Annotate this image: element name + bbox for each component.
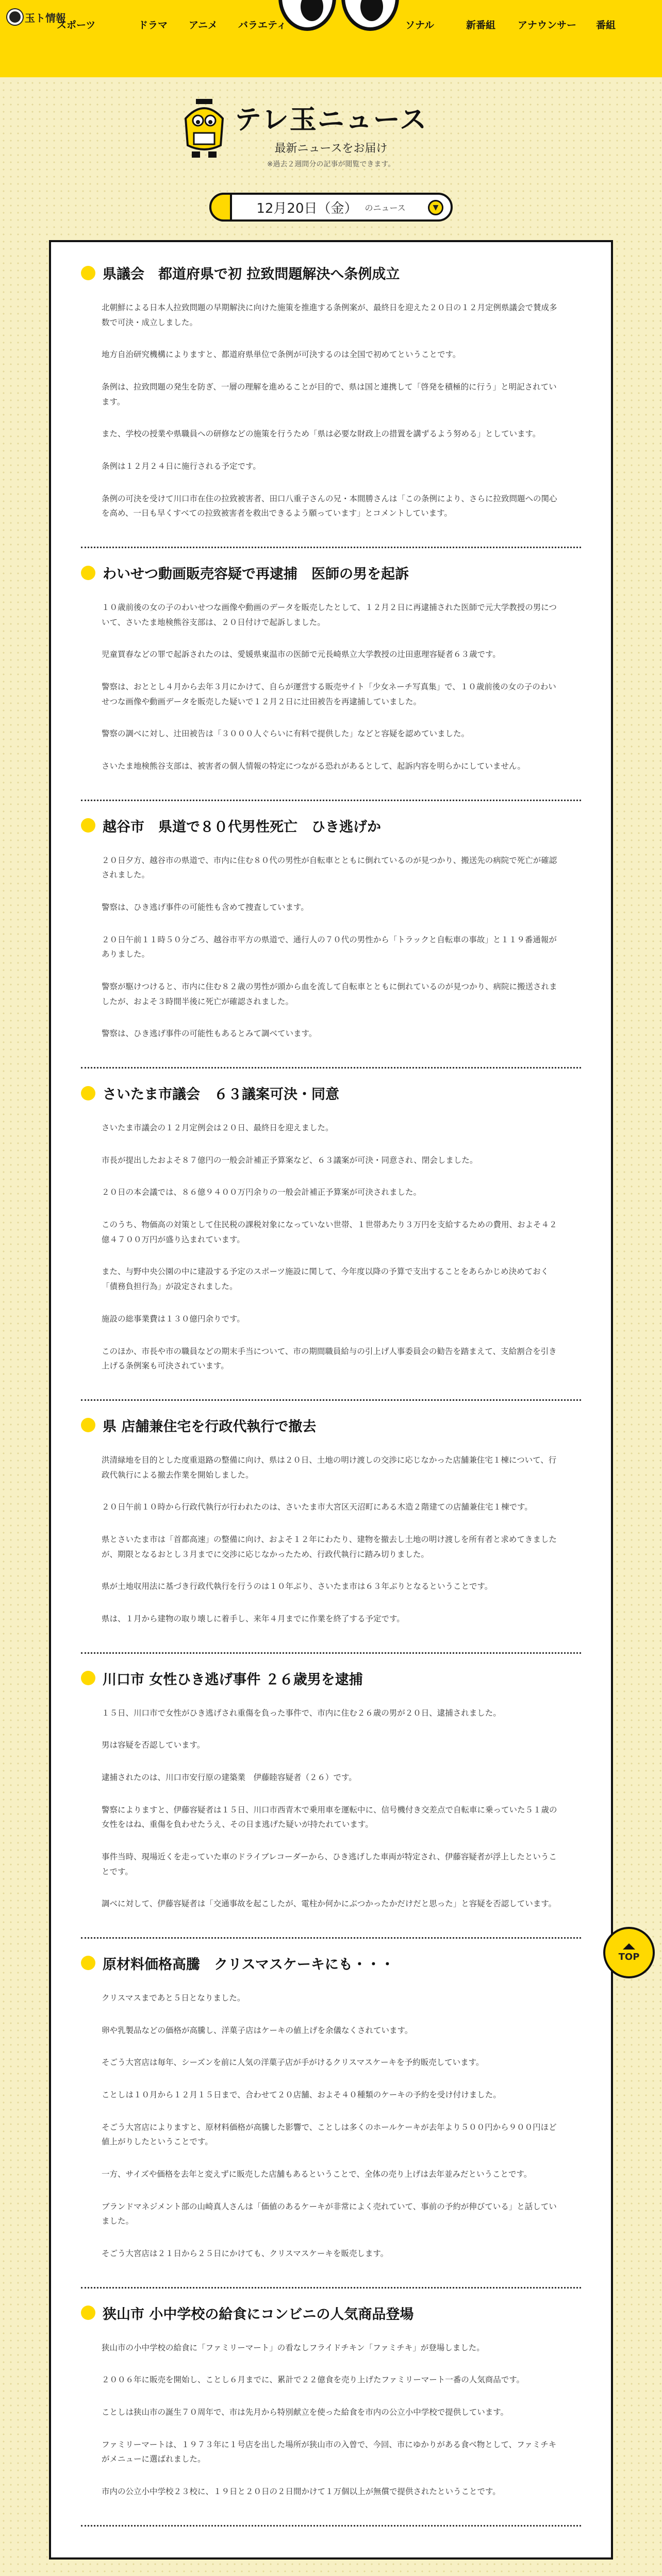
- date-suffix: のニュース: [365, 202, 406, 213]
- news-article: [81, 1401, 581, 1654]
- article-header: [81, 1953, 581, 1973]
- article-paragraph: 警察は、ひき逃げ事件の可能性も含めて捜査しています。: [102, 903, 309, 912]
- article-paragraph: １０歳前後の女の子のわいせつな画像や動画のデータを販売したとして、１２月２日に再逮捕された医師で元大学教授の男について、さいたま地検熊谷支部は、２０日付けで起訴しました。: [102, 603, 557, 627]
- news-list: [49, 240, 613, 2560]
- article-header: [81, 1083, 581, 1103]
- article-paragraph: 警察は、ひき逃げ事件の可能性もあるとみて調べています。: [102, 1029, 317, 1039]
- article-paragraph: さいたま市議会の１２月定例会は２０日、最終日を迎えました。: [102, 1123, 334, 1133]
- article-paragraph: さいたま地検熊谷支部は、被害者の個人情報の特定につながる恐れがあるとして、起訴内容を明らかにしていません。: [102, 761, 525, 771]
- date-label: 12月20日（金）: [256, 200, 358, 216]
- article-paragraph: 地方自治研究機構によりますと、都道府県単位で条例が可決するのは全国で初めてということです。: [102, 350, 461, 360]
- article-title: 越谷市 県道で８０代男性死亡 ひき逃げか: [103, 819, 381, 835]
- bullet-icon: [81, 1086, 95, 1100]
- article-paragraph: 北朝鮮による日本人拉致問題の早期解決に向けた施策を推進する条例案が、最終日を迎えた２０日の１２月定例県議会で賛成多数で可決・成立しました。: [102, 303, 557, 327]
- back-to-top-button[interactable]: [603, 1927, 655, 1978]
- nav-item-sports[interactable]: スポーツ: [57, 20, 96, 31]
- article-paragraph: 警察の調べに対し、辻田被告は「３０００人ぐらいに有料で提供した」などと容疑を認めていました。: [102, 729, 470, 739]
- page-title: テレ玉ニュース: [234, 105, 428, 135]
- arrow-up-icon: [623, 1943, 635, 1950]
- article-paragraph: 条例は、拉致問題の発生を防ぎ、一層の理解を進めることが目的で、県は国と連携して「啓発を積極的に行う」と明記されています。: [102, 382, 557, 406]
- news-article: [81, 1654, 581, 1939]
- article-title: 狭山市 小中学校の給食にコンビニの人気商品登場: [103, 2306, 414, 2323]
- article-paragraph: ことしは１０月から１２月１５日まで、合わせて２０店舗、およそ４０種類のケーキの予約を受け付けました。: [102, 2090, 501, 2099]
- article-paragraph: また、学校の授業や県職員への研修などの施策を行うため「県は必要な財政上の措置を講ずるよう努める」としています。: [102, 429, 541, 439]
- nav-item-announcer[interactable]: アナウンサー: [518, 20, 577, 31]
- news-article: [81, 548, 581, 801]
- article-paragraph: 事件当時、現場近くを走っていた車のドライブレコーダーから、ひき逃げした車両が特定され、伊藤容疑者が浮上したということです。: [102, 1852, 557, 1876]
- page-subtitle: 最新ニュースをお届け: [274, 142, 388, 155]
- article-paragraph: 警察は、おととし４月から去年３月にかけて、自らが運営する販売サイト「少女ネーチ写真集」で、１０歳前後の女の子のわいせつな画像や動画データを販売した疑いで１２月２日に辻田被告を再逮捕していました。: [102, 682, 556, 706]
- article-paragraph: 施設の総事業費は１３０億円余りです。: [102, 1314, 245, 1324]
- article-paragraph: また、与野中央公園の中に建設する予定のスポーツ施設に関して、今年度以降の予算で支出することをあらかじめ決めておく「債務負担行為」が設定されました。: [102, 1267, 549, 1292]
- article-paragraph: 洪清緑地を目的とした度重退路の整備に向け、県は２０日、土地の明け渡しの交渉に応じなかった店舗兼住宅１棟について、行政代執行による撤去作業を開始しました。: [102, 1455, 557, 1480]
- article-title: 川口市 女性ひき逃げ事件 ２６歳男を逮捕: [103, 1671, 363, 1688]
- article-paragraph: クリスマスまであと５日となりました。: [102, 1993, 245, 2003]
- article-title: わいせつ動画販売容疑で再逮捕 医師の男を起訴: [103, 566, 409, 583]
- news-article: [81, 263, 581, 548]
- site-header: [0, 0, 662, 77]
- article-paragraph: 警察によりますと、伊藤容疑者は１５日、川口市西青木で乗用車を運転中に、信号機付き交差点で自転車に乗っていた５１歳の女性をはね、重傷を負わせたうえ、その日ま逃げた疑いが持たれています。: [102, 1805, 557, 1829]
- article-paragraph: 狭山市の小中学校の給食に「ファミリーマート」の看なしフライドチキン「ファミチキ」が登場しました。: [102, 2343, 485, 2352]
- mascot-eyes-icon: [278, 0, 402, 41]
- article-paragraph: このほか、市長や市の職員などの期末手当について、市の期間職員給与の引上げ人事委員会の勧告を踏まえて、支給割合を引き上げる条例案も可決されています。: [102, 1346, 557, 1371]
- nav-item-anime[interactable]: アニメ: [189, 20, 218, 31]
- chevron-down-icon[interactable]: ▼: [428, 200, 443, 215]
- bullet-icon: [81, 818, 95, 833]
- article-paragraph: そごう大宮店は２１日から２５日にかけても、クリスマスケーキを販売します。: [102, 2248, 389, 2258]
- date-selector[interactable]: [209, 193, 453, 222]
- nav-item-variety[interactable]: バラエティ: [238, 20, 287, 31]
- news-article: [81, 2289, 581, 2527]
- article-paragraph: ２０日の本会議では、８６億９４００万円余りの一般会計補正予算案が可決されました。: [102, 1188, 422, 1197]
- article-paragraph: 県は、１月から建物の取り壊しに着手し、来年４月までに作業を終了する予定です。: [102, 1614, 405, 1623]
- article-paragraph: 県とさいたま市は「首都高速」の整備に向け、およそ１２年にわたり、建物を撤去し土地の明け渡しを所有者と求めてきましたが、期限となるおとし３月までに交渉に応じなかったため、行政代執行に踏み切りました。: [102, 1534, 557, 1559]
- article-paragraph: 調べに対して、伊藤容疑者は「交通事故を起こしたが、電柱か何かにぶつかったかだけだと思った」と容疑を否認しています。: [102, 1899, 556, 1909]
- article-header: [81, 1668, 581, 1688]
- nav-item-drama[interactable]: ドラマ: [138, 20, 168, 31]
- nav-item-personality[interactable]: ソナル: [405, 20, 435, 31]
- article-paragraph: そごう大宮店によりますと、原材料価格が高騰した影響で、ことしは多くのホールケーキが去年より５００円から９００円ほど値上がりしたということです。: [102, 2122, 557, 2147]
- article-paragraph: ２００６年に販売を開始し、ことし６月までに、累計で２２億食を売り上げたファミリーマート一番の人気商品です。: [102, 2375, 524, 2385]
- bullet-icon: [81, 1671, 95, 1685]
- article-paragraph: 逮捕されたのは、川口市安行原の建築業 伊藤睦容疑者（２６）です。: [102, 1772, 357, 1782]
- archive-note: ※過去２週間分の記事が閲覧できます。: [267, 160, 395, 168]
- news-article: [81, 1939, 581, 2289]
- page-heading: [0, 77, 662, 222]
- article-paragraph: 警察が駆けつけると、市内に住む８２歳の男性が頭から血を流して自転車とともに倒れているのが見つかり、病院に搬送されましたが、およそ３時間半後に死亡が確認されました。: [102, 982, 557, 1006]
- article-header: [81, 1415, 581, 1435]
- bullet-icon: [81, 2306, 95, 2320]
- article-header: [81, 563, 581, 583]
- article-paragraph: 市内の公立小中学校２３校に、１９日と２０日の２日間かけて１万個以上が無償で提供されたということです。: [102, 2487, 501, 2496]
- article-paragraph: 男は容疑を否認しています。: [102, 1740, 205, 1750]
- nav-item-new-programs[interactable]: 新番組: [466, 20, 496, 31]
- article-paragraph: このうち、物価高の対策として住民税の課税対象になっていない世帯、１世帯あたり３万円を支給するための費用、およそ４２億４７００万円が盛り込まれています。: [102, 1220, 557, 1244]
- article-paragraph: 市長が提出したおよそ８７億円の一般会計補正予算案など、６３議案が可決・同意され、閉会しました。: [102, 1155, 478, 1165]
- article-paragraph: ２０日午前１１時５０分ごろ、越谷市平方の県道で、通行人の７０代の男性から「トラックと自転車の事故」と１１９番通報がありました。: [102, 935, 557, 959]
- article-paragraph: ことしは狭山市の誕生７０周年で、市は先月から特別献立を使った給食を市内の公立小中学校で提供しています。: [102, 2407, 508, 2417]
- article-paragraph: そごう大宮店は毎年、シーズンを前に人気の洋菓子店が手がけるクリスマスケーキを予約販売しています。: [102, 2058, 484, 2067]
- article-paragraph: 条例の可決を受けて川口市在住の拉致被害者、田口八重子さんの兄・本間勝さんは「この条例により、さらに拉致問題への関心を高め、一日も早くすべての拉致被害者を救出できるよう願っています」とコメントしています。: [102, 494, 557, 518]
- pencil-icon: [209, 193, 232, 222]
- bullet-icon: [81, 566, 95, 580]
- article-paragraph: 一方、サイズや価格を去年と変えずに販売した店舗もあるということで、全体の売り上げは去年並みだということです。: [102, 2169, 532, 2179]
- article-paragraph: ２０日夕方、越谷市の県道で、市内に住む８０代の男性が自転車とともに倒れているのが見つかり、搬送先の病院で死亡が確認されました。: [102, 855, 557, 880]
- article-paragraph: ２０日午前１０時から行政代執行が行われたのは、さいたま市大宮区天沼町にある木造２階建ての店舗兼住宅１棟です。: [102, 1502, 533, 1512]
- article-title: さいたま市議会 ６３議案可決・同意: [103, 1087, 339, 1103]
- news-article: [81, 1069, 581, 1401]
- bullet-icon: [81, 1956, 95, 1970]
- article-paragraph: 条例は１２月２４日に施行される予定です。: [102, 462, 261, 471]
- article-title: 原材料価格高騰 クリスマスケーキにも・・・: [103, 1956, 394, 1973]
- back-to-top-label: TOP: [618, 1951, 640, 1962]
- article-title: 県議会 都道府県で初 拉致問題解決へ条例成立: [103, 266, 400, 282]
- article-paragraph: ブランドマネジメント部の山崎真人さんは「価値のあるケーキが非常によく売れていて、事前の予約が伸びている」と話していました。: [102, 2201, 557, 2226]
- bullet-icon: [81, 1418, 95, 1432]
- logo-text: 玉ト情報: [25, 11, 66, 24]
- news-article: [81, 801, 581, 1069]
- article-paragraph: 卵や乳製品などの価格が高騰し、洋菓子店はケーキの値上げを余儀なくされています。: [102, 2025, 413, 2035]
- article-paragraph: 県が土地収用法に基づき行政代執行を行うのは１０年ぶり、さいたま市は６３年ぶりとなるということです。: [102, 1582, 493, 1591]
- article-paragraph: ファミリーマートは、１９７３年に１号店を出した場所が狭山市の入曽で、今回、市にゆかりがある食べ物として、ファミチキがメニューに選ばれました。: [102, 2439, 557, 2464]
- article-title: 県 店舗兼住宅を行政代執行で撤去: [103, 1418, 317, 1435]
- article-header: [81, 263, 581, 283]
- article-header: [81, 2303, 581, 2323]
- article-paragraph: 児童買春などの罪で起訴されたのは、愛媛県東温市の医師で元長崎県立大学教授の辻田恵理容疑者６３歳です。: [102, 650, 501, 659]
- nav-item-programs[interactable]: 番組: [596, 20, 616, 31]
- bullet-icon: [81, 266, 95, 280]
- mascot-icon: [180, 98, 228, 160]
- article-header: [81, 816, 581, 836]
- article-paragraph: １５日、川口市で女性がひき逃げされ重傷を負った事件で、市内に住む２６歳の男が２０日、逮捕されました。: [102, 1708, 501, 1718]
